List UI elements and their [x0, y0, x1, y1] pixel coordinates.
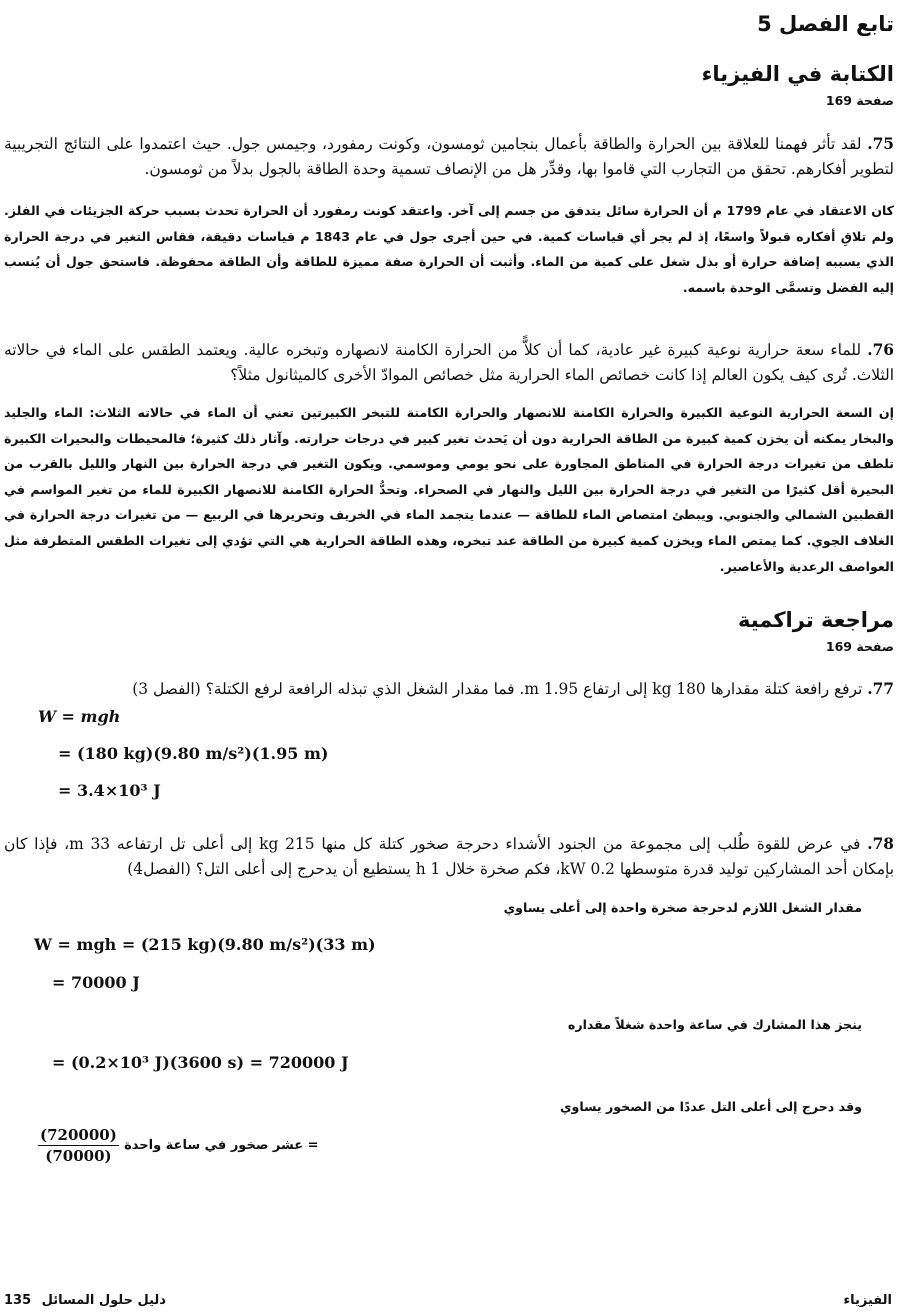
question-78 [4, 832, 894, 882]
footer-left [4, 1293, 166, 1308]
fraction-numerator: (720000) [40, 1126, 117, 1144]
solution-note: ينجز هذا المشارك في ساعة واحدة شغلاً مقداره [567, 1017, 862, 1032]
chapter-heading: تابع الفصل 5 [757, 12, 894, 36]
section-title-review: مراجعة تراكمية [737, 608, 894, 632]
fraction-denominator: (70000) [45, 1147, 112, 1165]
section-page-ref: صفحة 169 [825, 93, 894, 108]
equation-work-formula: W = mgh [38, 707, 121, 726]
equation-energy-per-hour: = (0.2×10³ J)(3600 s) = 720000 J [52, 1053, 349, 1072]
answer-76: إن السعة الحرارية النوعية الكبيرة والحرارة الكامنة للانصهار والحرارة الكامنة للتبخر الكبيرتين تعني أن الماء في حالاته الثلاث: الماء والجليد والبخار يمكنه أن يخزن كمية كبيرة من الطاقة الحرارية دون أن يَحدث تغير كبير في درجات حرارته. وآثار ذلك كثيرة؛ فالمحيطات والبحيرات الكبيرة تلطف من تغيرات درجة الحرارة في المناطق المجاورة على نحو يومي وموسمي. ويكون التغير في درجة الحرارة بين النهار والليل بالقرب من البحيرة أقل كثيرًا من التغير في درجة الحرارة بين الليل والنهار في الصحراء. وتحدُّ الحرارة الكامنة للانصهار الكبيرة للماء من تغير المواسم في القطبين الشمالي والجنوبي. ويبطئ امتصاص الماء للطاقة — عندما يتجمد الماء في الخريف وتحريرها في الربيع — من تغيرات درجة الحرارة في الغلاف الجوي. كما يمتص الماء ويخزن كمية كبيرة من الطاقة عند تبخره، وهذه الطاقة الحرارية هي التي تؤدي إلى تغيرات الطقس المتطرفة مثل العواصف الرعدية والأعاصير. [4, 405, 894, 574]
question-76 [4, 338, 894, 388]
question-text: ترفع رافعة كتلة مقدارها 180 kg إلى ارتفاع 1.95 m. فما مقدار الشغل الذي تبذله الرافعة لرفع الكتلة؟ (الفصل 3) [132, 680, 863, 698]
question-number: 76. [867, 341, 894, 359]
section-page-ref: صفحة 169 [825, 639, 894, 654]
solution-note: مقدار الشغل اللازم لدحرجة صخرة واحدة إلى أعلى يساوي [503, 900, 862, 915]
question-number: 77. [867, 680, 894, 698]
fraction-result: = عشر صخور في ساعة واحدة [124, 1138, 319, 1153]
fraction [38, 1126, 119, 1165]
equation-result: = 70000 J [52, 973, 140, 992]
section-title-writing: الكتابة في الفيزياء [701, 62, 894, 86]
question-77 [4, 677, 894, 702]
equation-substitution: = (180 kg)(9.80 m/s²)(1.95 m) [58, 744, 329, 763]
question-number: 78. [867, 835, 894, 853]
footer-book-title: دليل حلول المسائل [41, 1293, 166, 1308]
equation-result: = 3.4×10³ J [58, 781, 161, 800]
equation-work: W = mgh = (215 kg)(9.80 m/s²)(33 m) [34, 935, 376, 954]
answer-75: كان الاعتقاد في عام 1799 م أن الحرارة سائل يتدفق من جسم إلى آخر. واعتقد كونت رمفورد أن الحرارة تحدث بسبب حركة الجزيئات في الفلز. ولم تلاقِ أفكاره قبولاً واسعًا، إذ لم يجر أي قياسات كمية. في حين أجرى جول في عام 1843 م قياسات دقيقة، فقاس التغير في درجة الحرارة الذي يسببه إضافة حرارة أو بذل شغل على كمية من الماء. وأثبت أن الحرارة صفة مميزة للطاقة وأن الطاقة محفوظة. فاستحق جول أن يُنسب إليه الفضل وتسمَّى الوحدة باسمه. [4, 203, 894, 295]
question-text: في عرض للقوة طُلب إلى مجموعة من الجنود الأشداء دحرجة صخور كتلة كل منها 215 kg إلى أعلى تل ارتفاعه 33 m، فإذا كان بإمكان أحد المشاركين توليد قدرة متوسطها 0.2 kW، فكم صخرة خلال 1 h يستطيع أن يدحرج إلى أعلى التل؟ (الفصل4) [4, 835, 894, 878]
solution-note: وقد دحرج إلى أعلى التل عددًا من الصخور يساوي [560, 1099, 862, 1114]
footer-subject: الفيزياء [843, 1293, 892, 1308]
equation-fraction [38, 1126, 319, 1165]
question-text: للماء سعة حرارية نوعية كبيرة غير عادية، كما أن كلاًّ من الحرارة الكامنة لانصهاره وتبخره عالية. ويعتمد الطقس على الماء في حالاته الثلاث. تُرى كيف يكون العالم إذا كانت خصائص الماء الحرارية مثل خصائص الموادّ الأخرى كالميثانول مثلاً؟ [4, 341, 894, 384]
question-75 [4, 132, 894, 182]
question-number: 75. [867, 135, 894, 153]
question-text: لقد تأثر فهمنا للعلاقة بين الحرارة والطاقة بأعمال بنجامين ثومسون، وكونت رمفورد، وجيمس جول. حيث اعتمدوا على النتائج التجريبية لتطوير أفكارهم. تحقق من التجارب التي قاموا بها، وقدِّر هل من الإنصاف تسمية وحدة الطاقة بالجول بدلاً من ثومسون. [4, 135, 894, 178]
footer-page-number: 135 [4, 1293, 32, 1308]
